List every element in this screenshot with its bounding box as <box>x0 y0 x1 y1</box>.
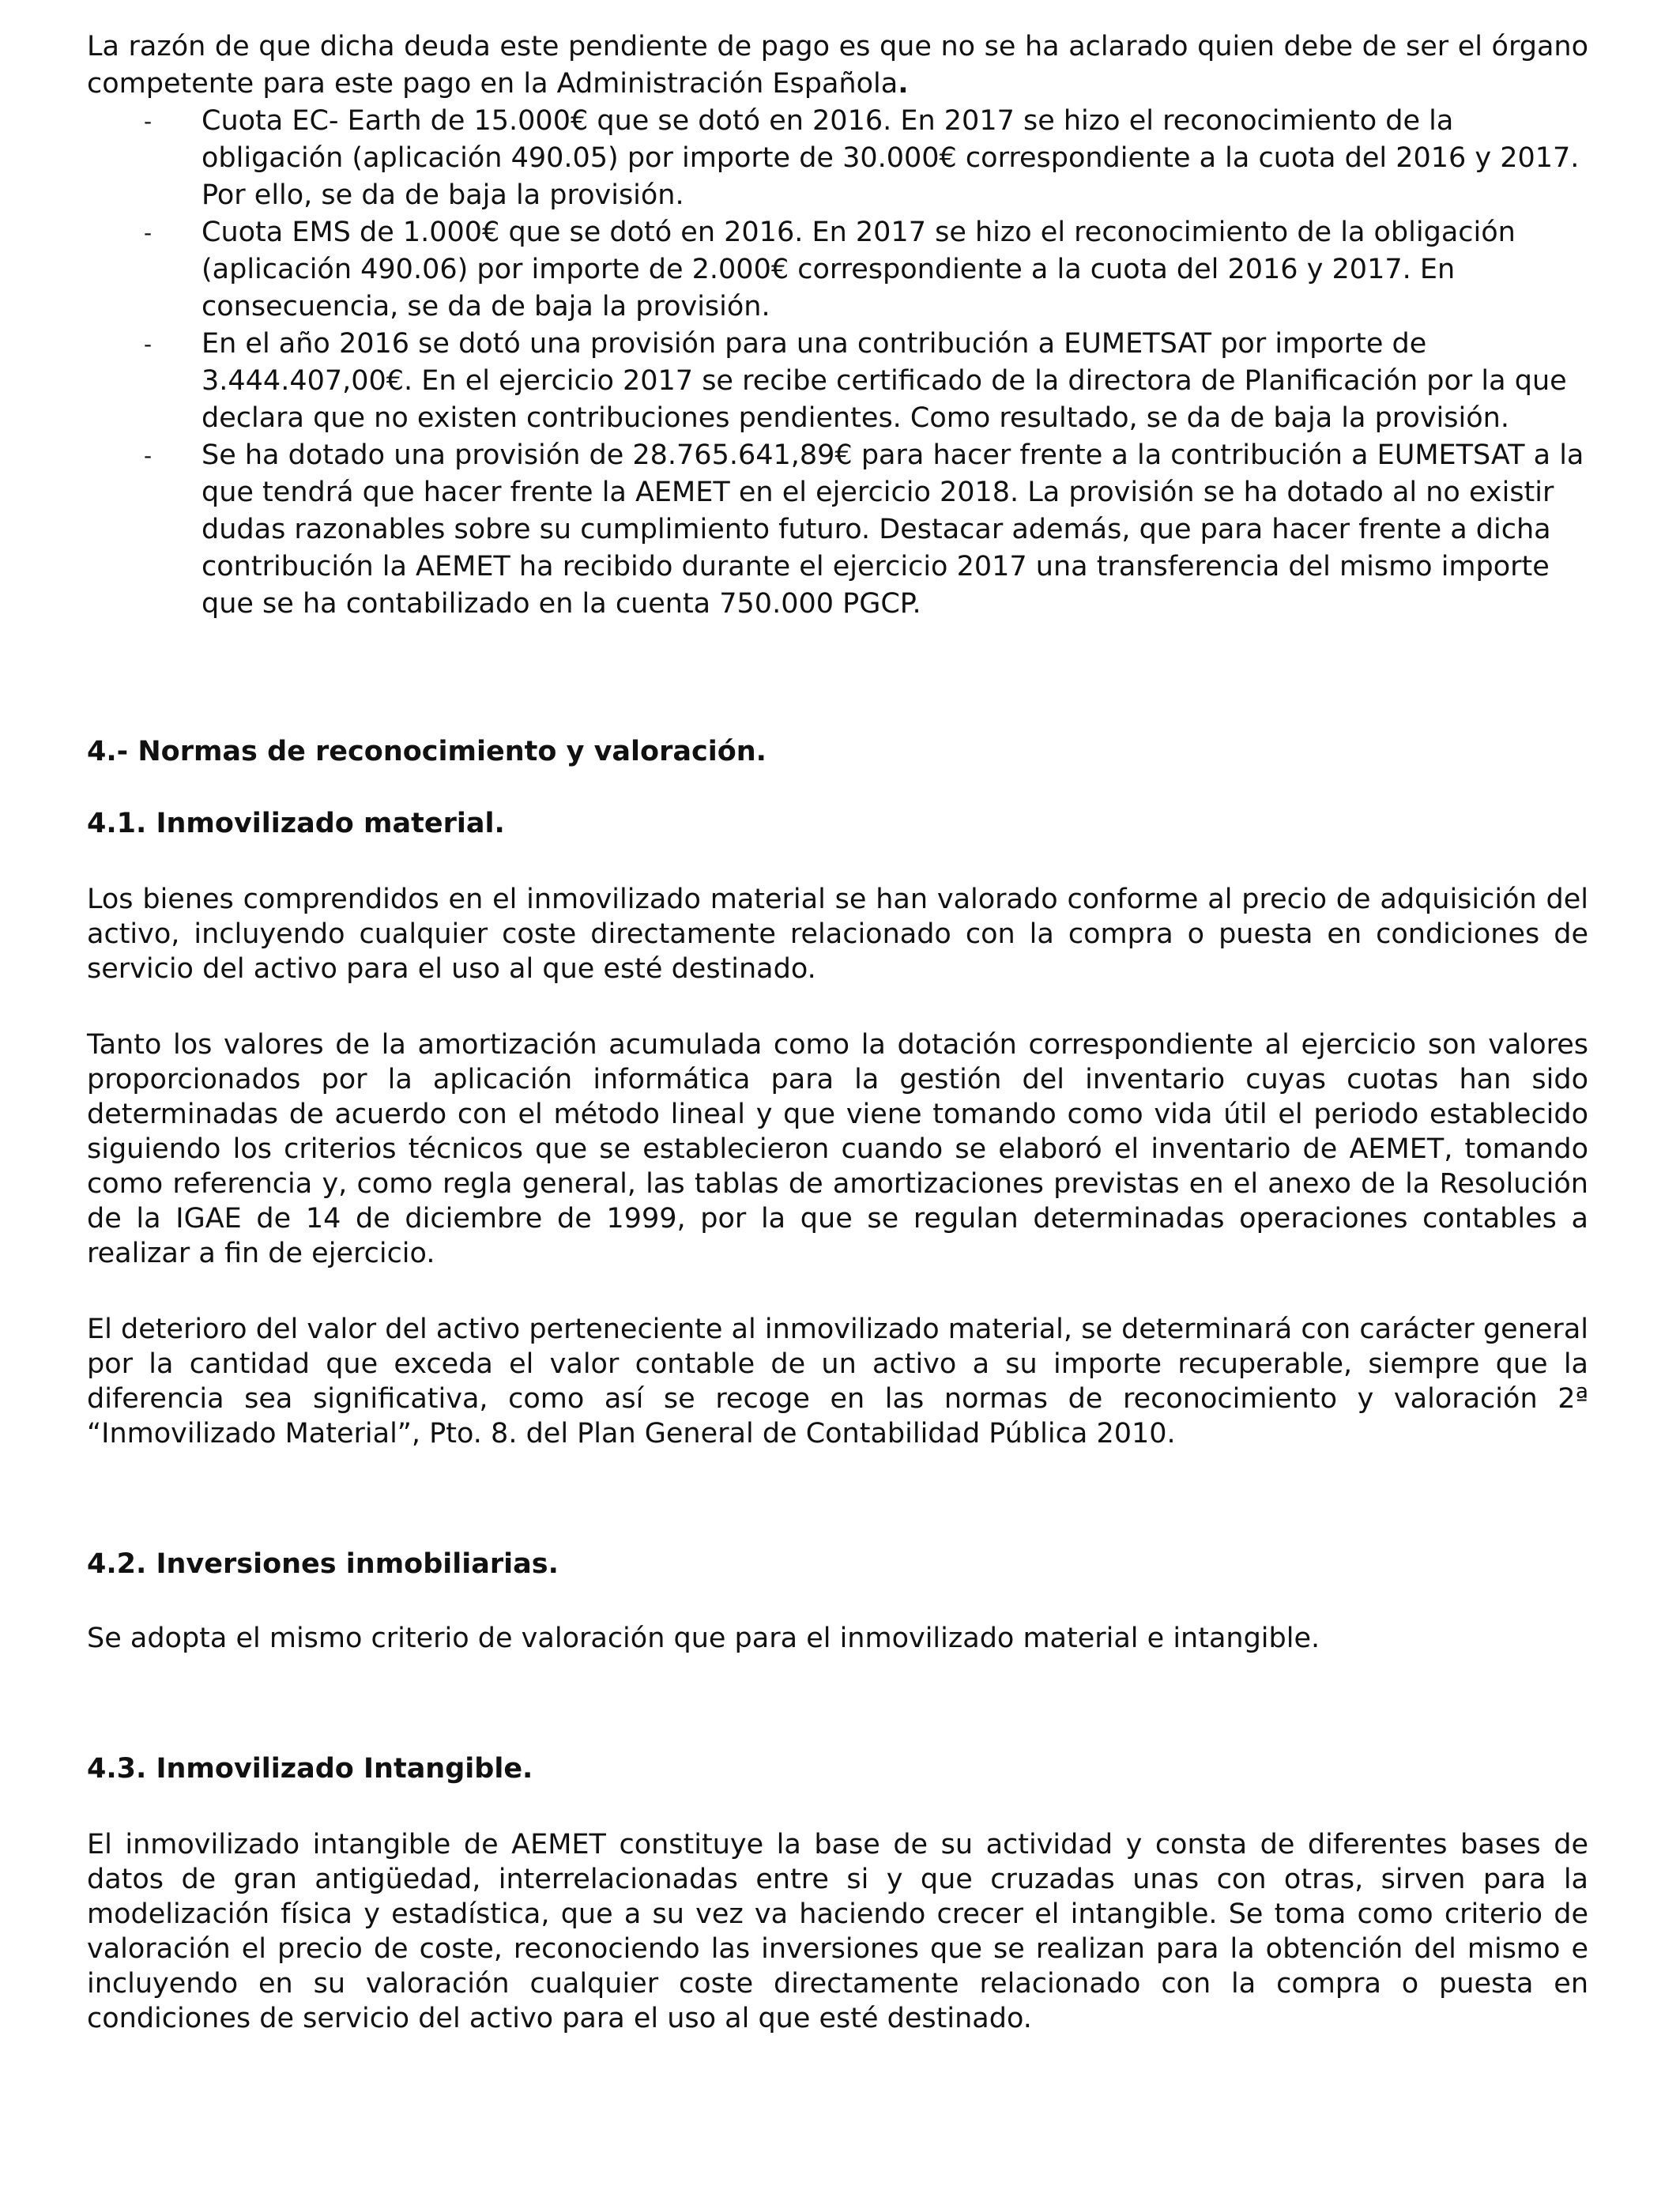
list-item <box>87 214 1588 326</box>
section-4-2-heading: 4.2. Inversiones inmobiliarias. <box>87 1548 559 1580</box>
list-dash: - <box>144 443 153 469</box>
section-4-1-paragraph-2: Tanto los valores de la amortización acumulada como la dotación correspondiente al ejercicio son valores proporcionados por la aplicación informática para la gestión del inventario cuyas cuotas han sido determinadas de acuerdo con el método lineal y que viene tomando como vida útil el periodo establecido siguiendo los criterios técnicos que se establecieron cuando se elaboró el inventario de AEMET, tomando como referencia y, como regla general, las tablas de amortizaciones previstas en el anexo de la Resolución de la IGAE de 14 de diciembre de 1999, por la que se regulan determinadas operaciones contables a realizar a fin de ejercicio. <box>87 1029 1588 1269</box>
intro-text: La razón de que dicha deuda este pendiente de pago es que no se ha aclarado quien debe de ser el órgano competente para este pago en la Administración Española <box>87 31 1588 100</box>
intro-paragraph <box>87 28 1588 103</box>
list-item <box>87 326 1588 437</box>
intro-end-mark: . <box>898 68 909 100</box>
list-item-text: Cuota EC- Earth de 15.000€ que se dotó en 2016. En 2017 se hizo el reconocimiento de la obligación (aplicación 490.05) por importe de 30.000€ correspondiente a la cuota del 2016 y 2017. Por ello, se da de baja la provisión. <box>202 105 1580 211</box>
section-4-1-heading: 4.1. Inmovilizado material. <box>87 808 505 839</box>
list-dash: - <box>144 220 153 246</box>
list-item <box>87 103 1588 214</box>
section-4-1-paragraph-3: El deterioro del valor del activo perteneciente al inmovilizado material, se determinará con carácter general por la cantidad que exceda el valor contable de un activo a su importe recuperable, siempre que la diferencia sea significativa, como así se recoge en las normas de reconocimiento y valoración 2ª “Inmovilizado Material”, Pto. 8. del Plan General de Contabilidad Pública 2010. <box>87 1314 1588 1449</box>
section-4-2-paragraph-1: Se adopta el mismo criterio de valoración que para el inmovilizado material e intangible. <box>87 1623 1320 1654</box>
list-item-text: Se ha dotado una provisión de 28.765.641,89€ para hacer frente a la contribución a EUMETSAT a la que tendrá que hacer frente la AEMET en el ejercicio 2018. La provisión se ha dotado al no existir dudas razonables sobre su cumplimiento futuro. Destacar además, que para hacer frente a dicha contribución la AEMET ha recibido durante el ejercicio 2017 una transferencia del mismo importe que se ha contabilizado en la cuenta 750.000 PGCP. <box>202 439 1584 620</box>
provision-list <box>87 103 1588 623</box>
list-dash: - <box>144 108 153 134</box>
section-4-3-heading: 4.3. Inmovilizado Intangible. <box>87 1753 533 1785</box>
document-page <box>87 28 1588 2036</box>
section-4-1-paragraph-1: Los bienes comprendidos en el inmovilizado material se han valorado conforme al precio de adquisición del activo, incluyendo cualquier coste directamente relacionado con la compra o puesta en condiciones de servicio del activo para el uso al que esté destinado. <box>87 884 1588 985</box>
section-4-heading: 4.- Normas de reconocimiento y valoración. <box>87 736 767 767</box>
list-item-text: En el año 2016 se dotó una provisión para una contribución a EUMETSAT por importe de 3.444.407,00€. En el ejercicio 2017 se recibe certificado de la directora de Planificación por la que declara que no existen contribuciones pendientes. Como resultado, se da de baja la provisión. <box>202 328 1567 434</box>
list-item <box>87 437 1588 623</box>
section-4-3-paragraph-1: El inmovilizado intangible de AEMET constituye la base de su actividad y consta de diferentes bases de datos de gran antigüedad, interrelacionadas entre si y que cruzadas unas con otras, sirven para la modelización física y estadística, que a su vez va haciendo crecer el intangible. Se toma como criterio de valoración el precio de coste, reconociendo las inversiones que se realizan para la obtención del mismo e incluyendo en su valoración cualquier coste directamente relacionado con la compra o puesta en condiciones de servicio del activo para el uso al que esté destinado. <box>87 1829 1588 2034</box>
list-dash: - <box>144 331 153 357</box>
list-item-text: Cuota EMS de 1.000€ que se dotó en 2016. En 2017 se hizo el reconocimiento de la obligación (aplicación 490.06) por importe de 2.000€ correspondiente a la cuota del 2016 y 2017. En consecuencia, se da de baja la provisión. <box>202 217 1516 322</box>
